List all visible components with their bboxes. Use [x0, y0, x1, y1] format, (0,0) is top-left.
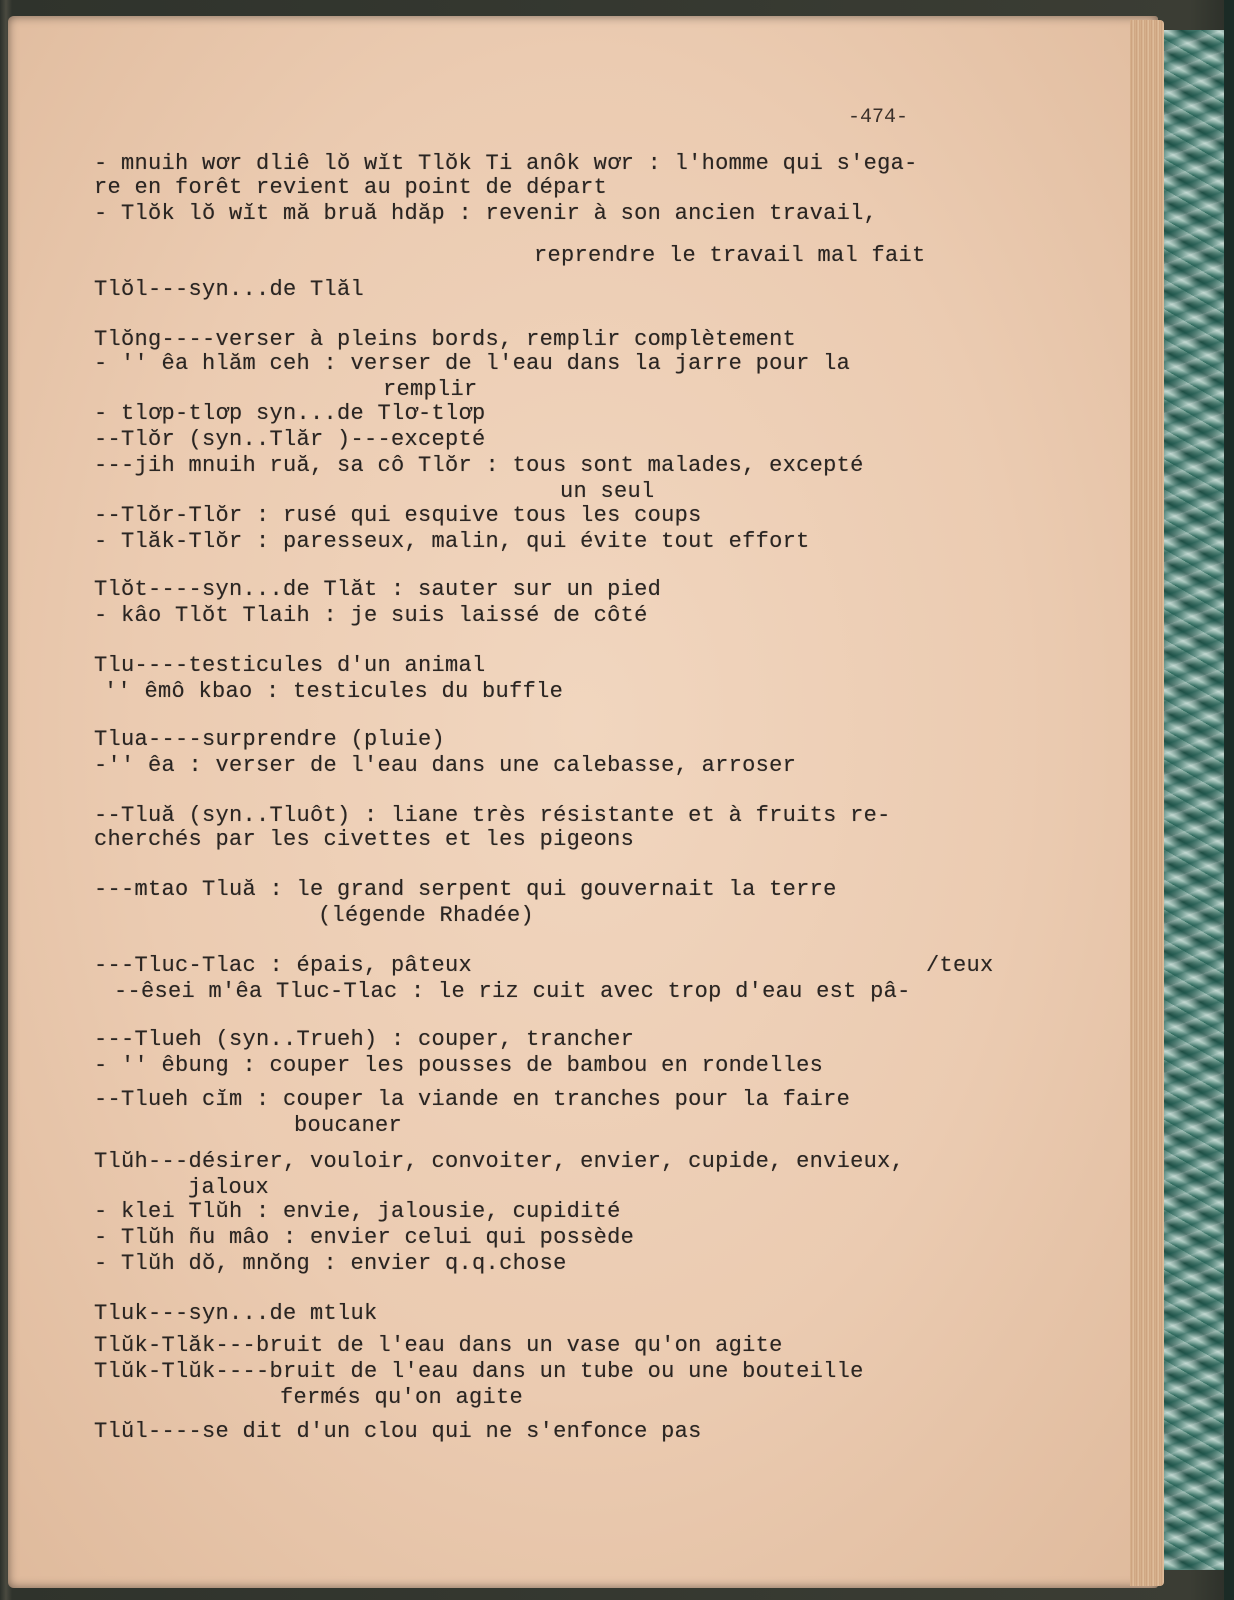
- dictionary-line: - mnuih wơr dliê lŏ wĭt Tlŏk Ti anôk wơr : l'homme qui s'ega-: [94, 151, 918, 176]
- page-number: -474-: [848, 106, 909, 129]
- dictionary-line: - '' êa hlăm ceh : verser de l'eau dans la jarre pour la: [94, 351, 851, 376]
- dictionary-line: boucaner: [294, 1113, 403, 1138]
- dictionary-line: Tlŏng----verser à pleins bords, remplir complètement: [94, 327, 797, 352]
- dictionary-line: - tlơp-tlơp syn...de Tlơ-tlơp: [94, 401, 486, 426]
- dictionary-line: Tlu----testicules d'un animal: [94, 653, 486, 678]
- dictionary-line: - Tlŭh ñu mâo : envier celui qui possède: [94, 1225, 635, 1250]
- dictionary-line: Tluk---syn...de mtluk: [94, 1301, 378, 1326]
- dictionary-line: --Tlueh cĭm : couper la viande en tranches pour la faire: [94, 1087, 851, 1112]
- dictionary-line: Tlŭk-Tlŭk----bruit de l'eau dans un tube ou une bouteille: [94, 1359, 864, 1384]
- dictionary-line: Tlŭk-Tlăk---bruit de l'eau dans un vase qu'on agite: [94, 1333, 783, 1358]
- dictionary-line: Tlua----surprendre (pluie): [94, 727, 446, 752]
- dictionary-line: cherchés par les civettes et les pigeons: [94, 827, 635, 852]
- dictionary-line: reprendre le travail mal fait: [534, 243, 926, 268]
- dictionary-line: - klei Tlŭh : envie, jalousie, cupidité: [94, 1199, 621, 1224]
- dictionary-line: - '' êbung : couper les pousses de bambou en rondelles: [94, 1053, 824, 1078]
- dictionary-line: --Tlŏr (syn..Tlăr )---excepté: [94, 427, 486, 452]
- dictionary-line: ---Tluc-Tlac : épais, pâteux: [94, 953, 473, 978]
- dictionary-line: - Tlŏk lŏ wĭt mă bruă hdăp : revenir à son ancien travail,: [94, 201, 878, 226]
- dictionary-line: ---jih mnuih ruă, sa cô Tlŏr : tous sont malades, excepté: [94, 453, 864, 478]
- dictionary-line: - Tlŭh dŏ, mnŏng : envier q.q.chose: [94, 1251, 567, 1276]
- dictionary-line: /teux: [926, 953, 994, 978]
- dictionary-line: remplir: [383, 377, 478, 402]
- dictionary-line: --êsei m'êa Tluc-Tlac : le riz cuit avec trop d'eau est pâ-: [114, 979, 911, 1004]
- dictionary-line: Tlŏt----syn...de Tlăt : sauter sur un pied: [94, 577, 662, 602]
- dictionary-line: --Tlŏr-Tlŏr : rusé qui esquive tous les coups: [94, 503, 702, 528]
- dictionary-line: ---mtao Tluă : le grand serpent qui gouvernait la terre: [94, 877, 837, 902]
- dictionary-line: Tlŭh---désirer, vouloir, convoiter, envier, cupide, envieux,: [94, 1149, 905, 1174]
- dictionary-line: Tlŭl----se dit d'un clou qui ne s'enfonce pas: [94, 1419, 702, 1444]
- dictionary-line: - kâo Tlŏt Tlaih : je suis laissé de côté: [94, 603, 648, 628]
- dictionary-line: '' êmô kbao : testicules du buffle: [104, 679, 564, 704]
- dictionary-line: -'' êa : verser de l'eau dans une calebasse, arroser: [94, 753, 797, 778]
- dictionary-line: --Tluă (syn..Tluôt) : liane très résistante et à fruits re-: [94, 803, 891, 828]
- dictionary-line: jaloux: [188, 1175, 270, 1200]
- dictionary-line: (légende Rhadée): [318, 903, 535, 928]
- dictionary-line: un seul: [560, 479, 655, 504]
- dictionary-line: re en forêt revient au point de départ: [94, 175, 608, 200]
- dictionary-line: fermés qu'on agite: [280, 1385, 524, 1410]
- dictionary-line: Tlŏl---syn...de Tlăl: [94, 277, 365, 302]
- dictionary-line: ---Tlueh (syn..Trueh) : couper, trancher: [94, 1027, 635, 1052]
- dictionary-line: - Tlăk-Tlŏr : paresseux, malin, qui évite tout effort: [94, 529, 810, 554]
